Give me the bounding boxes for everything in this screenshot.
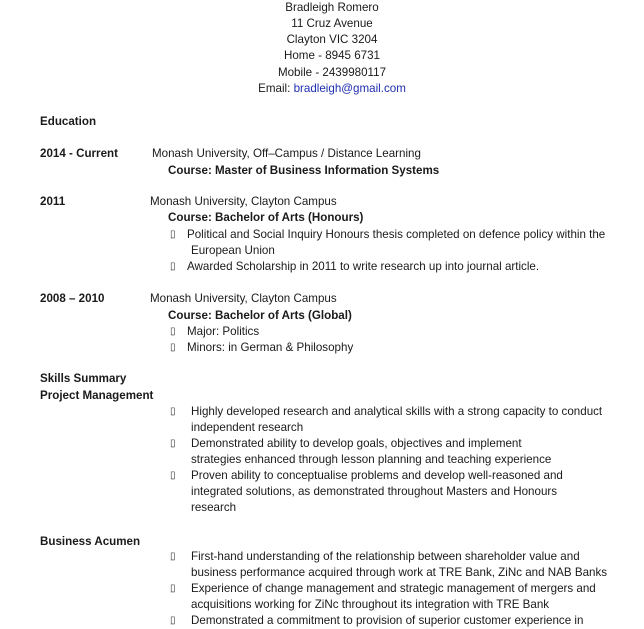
education-heading: Education: [40, 115, 97, 128]
ba-line-1: First-hand understanding of the relationship between shareholder value and: [191, 550, 580, 563]
education-bullet-3-1: Major: Politics: [187, 325, 260, 338]
pm-line-4: strategies enhanced through lesson planning and teaching experience: [191, 453, 552, 466]
skills-heading: Skills Summary: [40, 372, 127, 385]
education-course-3: Course: Bachelor of Arts (Global): [168, 309, 352, 322]
contact-mobile-phone: Mobile - 2439980117: [277, 66, 387, 79]
bullet-icon: ▯: [170, 438, 176, 449]
education-course-1: Course: Master of Business Information Systems: [168, 164, 440, 177]
pm-line-6: integrated solutions, as demonstrated throughout Masters and Honours: [191, 485, 558, 498]
bullet-icon: ▯: [170, 406, 176, 417]
contact-city: Clayton VIC 3204: [286, 33, 378, 46]
pm-line-5: Proven ability to conceptualise problems and develop well-reasoned and: [191, 469, 563, 482]
education-bullet-2-1: Political and Social Inquiry Honours thesis completed on defence policy within the: [187, 228, 606, 241]
education-date-1: 2014 - Current: [40, 147, 118, 160]
bullet-icon: ▯: [170, 470, 176, 481]
ba-line-2: business performance acquired through work at TRE Bank, ZiNc and NAB Banks: [191, 566, 608, 579]
contact-street: 11 Cruz Avenue: [291, 17, 373, 30]
bullet-icon: ▯: [170, 342, 176, 353]
email-link[interactable]: bradleigh@gmail.com: [293, 82, 406, 95]
education-date-3: 2008 – 2010: [40, 292, 105, 305]
business-acumen-heading: Business Acumen: [40, 535, 141, 548]
contact-home-phone: Home - 8945 6731: [283, 49, 381, 62]
bullet-icon: ▯: [170, 615, 176, 626]
education-institution-2: Monash University, Clayton Campus: [150, 195, 337, 208]
education-date-2: 2011: [40, 195, 66, 208]
education-course-2: Course: Bachelor of Arts (Honours): [168, 211, 364, 224]
pm-line-2: independent research: [191, 421, 304, 434]
bullet-icon: ▯: [170, 261, 176, 272]
education-bullet-3-2: Minors: in German & Philosophy: [187, 341, 354, 354]
ba-line-4: acquisitions working for ZiNc throughout its integration with TRE Bank: [191, 598, 550, 611]
pm-line-1: Highly developed research and analytical skills with a strong capacity to conduct: [191, 405, 603, 418]
bullet-icon: ▯: [170, 551, 176, 562]
contact-name: Bradleigh Romero: [285, 1, 379, 14]
education-institution-1: Monash University, Off–Campus / Distance Learning: [152, 147, 421, 160]
ba-line-5: Demonstrated a commitment to provision of superior customer experience in: [191, 614, 584, 627]
education-bullet-2-2: Awarded Scholarship in 2011 to write research up into journal article.: [187, 260, 540, 273]
ba-line-3: Experience of change management and strategic management of mergers and: [191, 582, 596, 595]
email-label: Email:: [258, 82, 291, 95]
project-management-heading: Project Management: [40, 389, 154, 402]
contact-email-line: [0, 81, 644, 98]
bullet-icon: ▯: [170, 229, 176, 240]
pm-line-7: research: [191, 501, 237, 514]
bullet-icon: ▯: [170, 583, 176, 594]
bullet-icon: ▯: [170, 326, 176, 337]
pm-line-3: Demonstrated ability to develop goals, objectives and implement: [191, 437, 522, 450]
education-bullet-2-1-cont: European Union: [191, 244, 275, 257]
education-institution-3: Monash University, Clayton Campus: [150, 292, 337, 305]
